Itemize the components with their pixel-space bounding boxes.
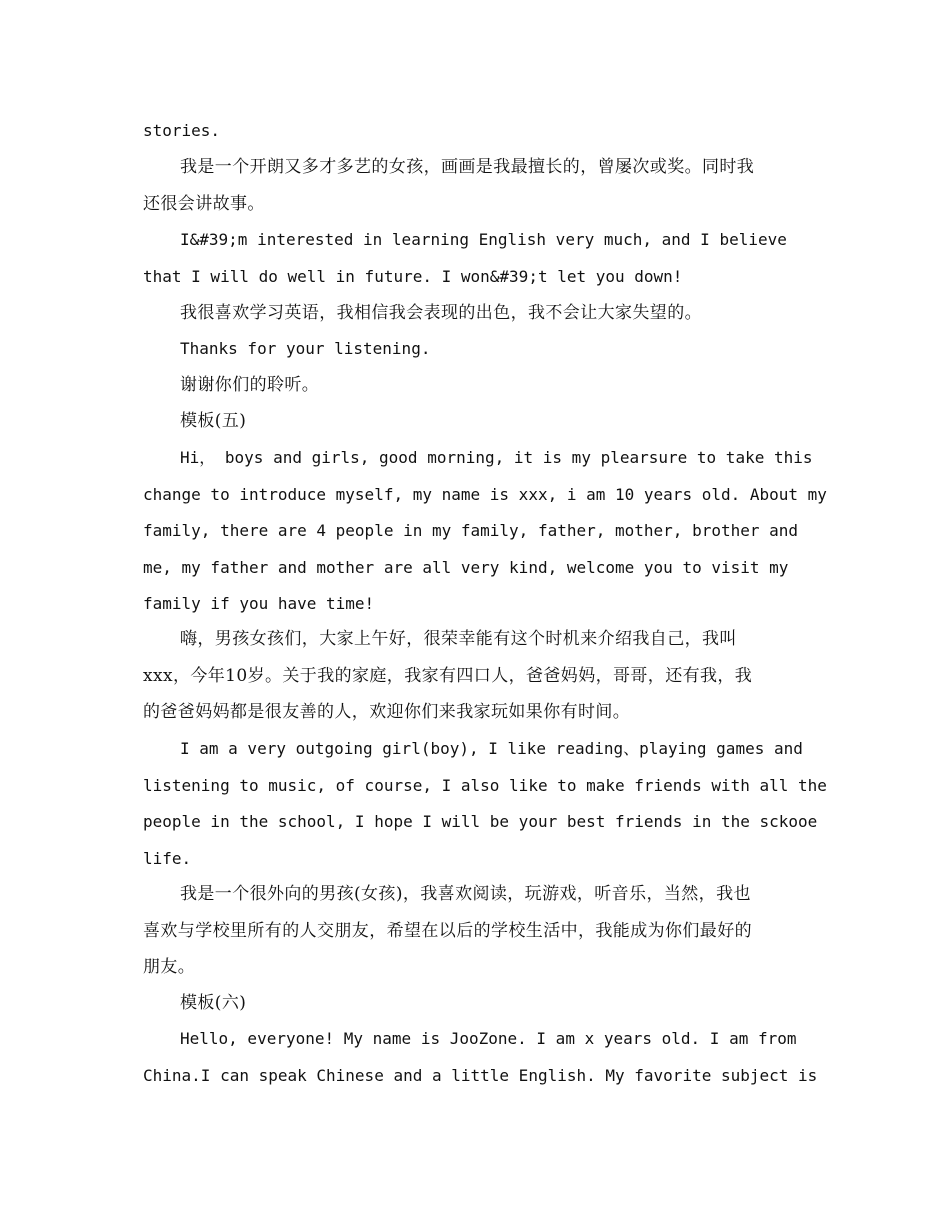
text-line: Hi， boys and girls, good morning, it is my plearsure to take this bbox=[180, 448, 813, 467]
text-line: xxx，今年10岁。关于我的家庭，我家有四口人，爸爸妈妈，哥哥，还有我，我 bbox=[143, 665, 753, 686]
paragraph-outgoing-zh bbox=[143, 876, 808, 986]
text-line: 的爸爸妈妈都是很友善的人，欢迎你们来我家玩如果你有时间。 bbox=[143, 702, 631, 722]
paragraph-hi-boys-girls-zh bbox=[143, 621, 808, 731]
section-heading-template-6 bbox=[143, 985, 808, 1022]
text-line: China.I can speak Chinese and a little English. My favorite subject is bbox=[143, 1065, 818, 1085]
text-line: 朋友。 bbox=[143, 957, 196, 977]
paragraph-english-interest bbox=[143, 222, 808, 295]
text-line: family if you have time! bbox=[143, 594, 375, 613]
text-line: 我很喜欢学习英语，我相信我会表现的出色，我不会让大家失望的。 bbox=[180, 303, 702, 323]
paragraph-outgoing bbox=[143, 731, 827, 877]
text-line: 我是一个很外向的男孩(女孩)，我喜欢阅读，玩游戏，听音乐，当然，我也 bbox=[180, 884, 751, 904]
text-line: stories. bbox=[143, 121, 221, 140]
paragraph-girl-intro-zh bbox=[143, 149, 808, 222]
text-line: Hello, everyone! My name is JooZone. I am x years old. I am from bbox=[180, 1029, 797, 1048]
section-title: 模板(五) bbox=[180, 411, 247, 431]
text-line: I&#39;m interested in learning English very much, and I believe bbox=[180, 230, 787, 249]
section-title: 模板(六) bbox=[180, 993, 247, 1013]
text-line: me, my father and mother are all very kind, welcome you to visit my bbox=[143, 557, 789, 577]
paragraph-stories-end bbox=[143, 113, 808, 150]
text-line: 还很会讲故事。 bbox=[143, 193, 265, 214]
paragraph-thanks-zh bbox=[143, 367, 808, 404]
section-heading-template-5 bbox=[143, 403, 808, 440]
text-line: change to introduce myself, my name is xxx, i am 10 years old. About my bbox=[143, 484, 827, 504]
paragraph-english-interest-zh bbox=[143, 295, 808, 332]
text-line: I am a very outgoing girl(boy), I like reading、playing games and bbox=[180, 739, 803, 758]
text-line: life. bbox=[143, 848, 192, 868]
text-line: people in the school, I hope I will be your best friends in the sckooe bbox=[143, 812, 818, 831]
paragraph-hello-everyone bbox=[143, 1021, 818, 1094]
text-line: 喜欢与学校里所有的人交朋友，希望在以后的学校生活中，我能成为你们最好的 bbox=[143, 920, 752, 941]
text-line: 嗨，男孩女孩们，大家上午好，很荣幸能有这个时机来介绍我自己，我叫 bbox=[180, 629, 737, 649]
text-line: 谢谢你们的聆听。 bbox=[180, 375, 320, 395]
text-line: Thanks for your listening. bbox=[180, 339, 431, 358]
text-line: 我是一个开朗又多才多艺的女孩，画画是我最擅长的，曾屡次或奖。同时我 bbox=[180, 157, 755, 177]
text-line: family, there are 4 people in my family, father, mother, brother and bbox=[143, 521, 799, 540]
paragraph-hi-boys-girls bbox=[143, 440, 827, 623]
text-line: listening to music, of course, I also like to make friends with all the bbox=[143, 775, 827, 795]
text-line: that I will do well in future. I won&#39;t let you down! bbox=[143, 266, 683, 286]
paragraph-thanks bbox=[143, 331, 808, 368]
